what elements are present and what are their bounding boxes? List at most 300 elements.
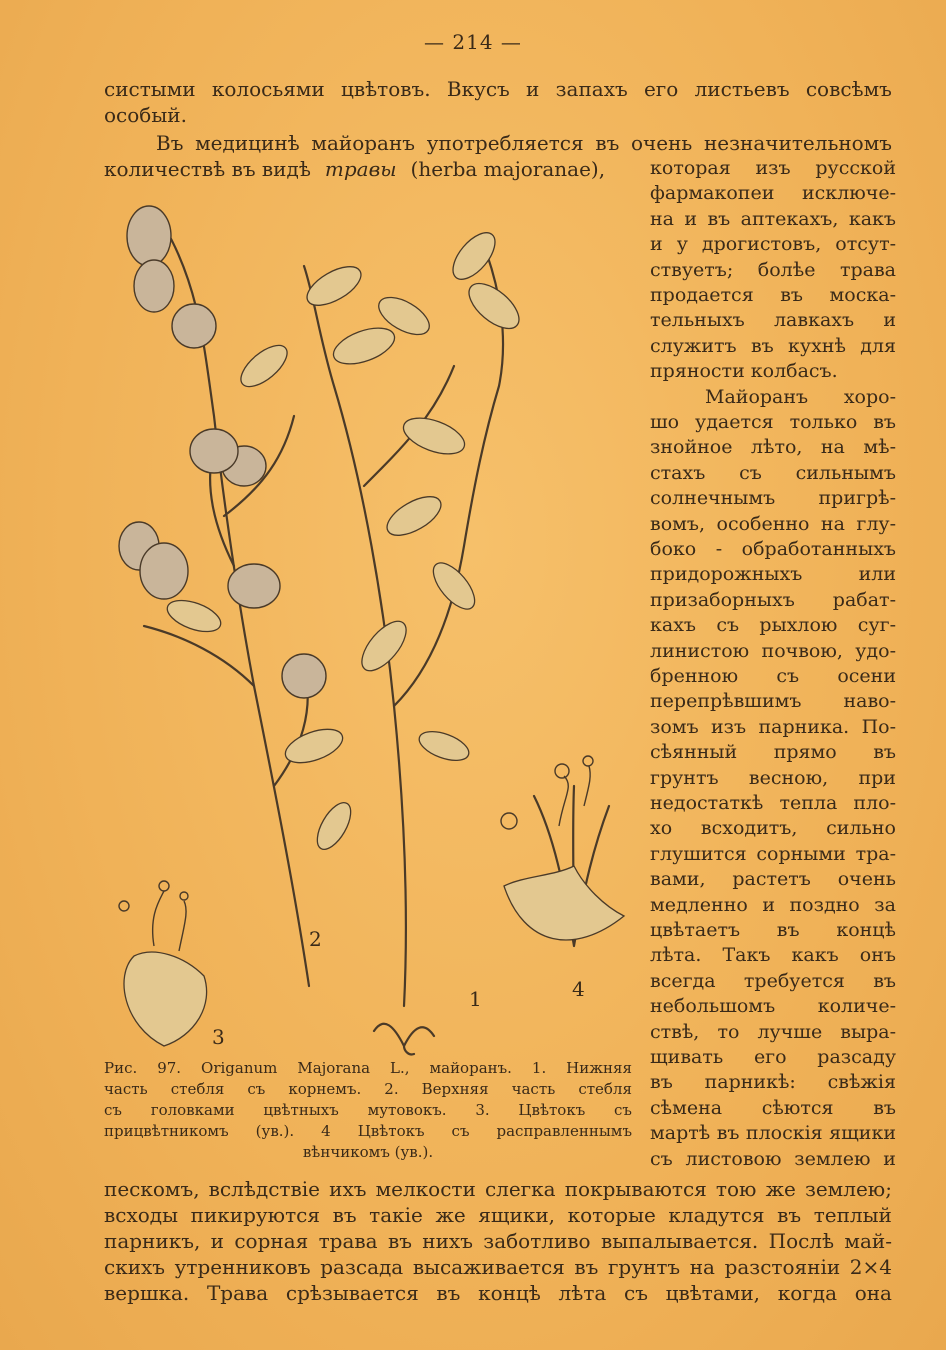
word: и <box>650 233 663 256</box>
column-line: пряности колбасъ. <box>650 360 838 383</box>
word: сѣмена <box>650 1096 723 1119</box>
word: выпалывается. <box>600 1229 759 1253</box>
column-line <box>650 1096 896 1121</box>
word: 4 <box>321 1122 331 1140</box>
word: и <box>883 1147 896 1170</box>
column-line <box>650 156 896 181</box>
word: изъ <box>755 157 791 179</box>
figure-label-4: 4 <box>572 977 585 1001</box>
page-number: — 214 — <box>424 30 522 54</box>
column-line <box>650 893 896 918</box>
figure-label-3: 3 <box>212 1025 225 1049</box>
word: землею <box>794 1147 871 1170</box>
word: лѣта <box>558 1281 607 1305</box>
figure-label-1: 1 <box>469 987 482 1011</box>
word: хоро- <box>843 385 896 408</box>
word: мутовокъ. <box>367 1101 447 1119</box>
leaf <box>461 275 526 337</box>
word: стахъ <box>650 461 706 484</box>
word: Послѣ <box>768 1229 835 1253</box>
column-line <box>650 715 896 740</box>
word: и <box>210 1229 224 1253</box>
word: пригрѣ- <box>818 487 896 510</box>
word: пескомъ, <box>104 1177 200 1201</box>
word: запахъ <box>555 77 628 101</box>
word: 97. <box>157 1059 182 1077</box>
word: прицвѣтникомъ <box>104 1122 229 1140</box>
word: она <box>854 1281 892 1305</box>
word: въ <box>873 741 896 764</box>
word: въ <box>595 131 620 155</box>
caption-line <box>104 1058 632 1079</box>
flower-4 <box>504 866 624 940</box>
word: слегка <box>484 1177 556 1201</box>
word: расправленнымъ <box>496 1122 632 1140</box>
word: его <box>643 77 679 101</box>
word: на <box>650 207 674 230</box>
column-line <box>650 1045 896 1070</box>
word: свѣжія <box>827 1071 896 1094</box>
word: бренною <box>650 665 739 687</box>
word: хо <box>650 817 673 840</box>
word: на <box>820 512 845 535</box>
column-line <box>650 486 896 511</box>
text-line: особый. <box>104 103 187 127</box>
column-line <box>650 994 896 1019</box>
word: служитъ <box>650 334 737 357</box>
word: очень <box>630 131 693 155</box>
column-line <box>650 740 896 765</box>
word: и <box>684 207 698 230</box>
figure-label-2: 2 <box>309 927 322 951</box>
word: поздно <box>789 893 860 916</box>
column-line <box>650 181 896 206</box>
word: вслѣдствіе <box>208 1177 320 1201</box>
column-line <box>650 842 896 867</box>
word: рыхлою <box>759 614 838 637</box>
word: 3. <box>475 1101 490 1119</box>
word: растетъ <box>732 868 811 891</box>
word: утренниковъ <box>174 1255 311 1279</box>
word: мѣ- <box>863 436 896 459</box>
column-line <box>650 816 896 841</box>
italic-term: травы <box>324 157 397 181</box>
word: продается <box>650 284 754 306</box>
word: вершка. <box>104 1281 190 1305</box>
word: и <box>762 893 775 916</box>
word: наво- <box>843 690 896 713</box>
word: парника. <box>758 715 850 738</box>
column-line <box>650 512 896 537</box>
word: то <box>717 1020 740 1043</box>
word: мартѣ <box>650 1122 711 1145</box>
word: пло- <box>853 792 896 814</box>
word: же <box>435 1203 466 1227</box>
word: суг- <box>857 614 896 637</box>
column-line <box>650 588 896 613</box>
text-line <box>104 156 634 182</box>
flower-head <box>172 304 216 348</box>
plant-drawing <box>104 186 644 1056</box>
word: удается <box>695 411 774 433</box>
word: сѣянный <box>650 741 738 764</box>
word: парникѣ: <box>704 1071 796 1094</box>
word: лѣта. <box>650 944 702 967</box>
word: количе- <box>817 995 896 1018</box>
word: и <box>526 77 540 101</box>
leaf <box>281 723 347 770</box>
word: L., <box>390 1059 410 1077</box>
word: вомъ, <box>650 512 706 535</box>
leaf <box>234 338 294 394</box>
word: лавкахъ <box>773 309 855 332</box>
flower-head <box>134 260 174 312</box>
word: вами, <box>650 868 706 891</box>
word: Верхняя <box>421 1080 489 1098</box>
word: придорожныхъ <box>650 563 803 586</box>
word: разстояніи <box>724 1255 841 1279</box>
word: съ <box>739 461 762 484</box>
word: покрываются <box>564 1177 707 1201</box>
word: обработанныхъ <box>741 538 896 560</box>
column-line <box>650 283 896 308</box>
word: цвѣтныхъ <box>263 1101 339 1119</box>
word: пикируются <box>190 1203 320 1227</box>
column-line <box>650 689 896 714</box>
word: (ув.). <box>255 1122 295 1140</box>
word: концѣ <box>836 919 896 941</box>
word: перепрѣвшимъ <box>650 690 802 713</box>
word: въ <box>873 1096 896 1119</box>
column-line <box>650 1070 896 1095</box>
flower-head <box>127 206 171 266</box>
word: ящики, <box>478 1203 556 1227</box>
column-line <box>650 308 896 333</box>
word: какъ <box>791 944 839 967</box>
caption-line <box>104 1121 632 1142</box>
text-line <box>104 1254 892 1280</box>
word: Вкусъ <box>446 77 510 101</box>
word: рабат- <box>832 588 896 611</box>
word: незначительномъ <box>703 131 892 155</box>
word: русской <box>815 157 896 179</box>
word: отсут- <box>835 233 896 256</box>
word: съ <box>776 665 800 687</box>
word: цвѣтовъ. <box>341 77 431 101</box>
word: же <box>765 1177 796 1201</box>
word: цвѣтаетъ <box>650 919 741 941</box>
caption-line <box>104 1079 632 1100</box>
word: зомъ <box>650 715 699 738</box>
word: часть <box>511 1080 556 1098</box>
word: съ <box>624 1281 648 1305</box>
word: скихъ <box>104 1255 166 1279</box>
word: майоранъ. <box>429 1059 512 1077</box>
word: Majorana <box>297 1059 371 1077</box>
text-line <box>104 1280 892 1306</box>
leaf <box>381 489 447 543</box>
word: головками <box>150 1101 235 1119</box>
word: ствѣ, <box>650 1020 700 1043</box>
word: недостаткѣ <box>650 792 764 814</box>
word: удо- <box>855 639 896 662</box>
word: знойное <box>650 436 733 459</box>
word: кахъ <box>650 614 697 637</box>
word: только <box>789 411 858 433</box>
botanical-illustration <box>104 186 644 1056</box>
word: въ <box>873 969 896 992</box>
word: изъ <box>711 715 747 738</box>
text-line <box>104 1202 892 1228</box>
word: болѣе <box>757 258 816 281</box>
word: корнемъ. <box>288 1080 362 1098</box>
column-line <box>650 410 896 435</box>
text-line <box>104 1228 892 1254</box>
word: дрогистовъ, <box>701 233 822 256</box>
word: совсѣмъ <box>805 77 892 101</box>
word: въ <box>650 1071 673 1094</box>
leaf <box>415 726 472 766</box>
text-line <box>104 1176 892 1202</box>
word: призаборныхъ <box>650 588 795 611</box>
word: систыми <box>104 77 196 101</box>
word: ящики <box>829 1122 896 1145</box>
latin-term: (herba majoranae), <box>410 157 606 181</box>
column-line <box>650 639 896 664</box>
word: глушится <box>650 842 747 865</box>
column-line <box>650 1121 896 1146</box>
word: Такъ <box>722 944 771 967</box>
flower-head <box>282 654 326 698</box>
word: Цвѣтокъ <box>518 1101 586 1119</box>
column-line <box>650 613 896 638</box>
column-line <box>650 791 896 816</box>
column-line <box>650 943 896 968</box>
word: сильнымъ <box>795 461 896 484</box>
flower-head <box>190 429 238 473</box>
word: стебля <box>578 1080 632 1098</box>
word: землею; <box>804 1177 892 1201</box>
word: 2×4 <box>849 1255 892 1279</box>
leaf <box>311 797 358 854</box>
word: всходитъ, <box>700 817 798 840</box>
word: въ <box>777 1203 802 1227</box>
word: или <box>858 563 896 586</box>
leaf <box>426 556 482 616</box>
word: медленно <box>650 893 748 916</box>
word: которые <box>567 1203 656 1227</box>
word: небольшомъ <box>650 995 776 1018</box>
word: тою <box>715 1177 757 1201</box>
flower-3 <box>124 952 207 1046</box>
leaf <box>301 259 367 313</box>
word: сѣются <box>761 1096 834 1119</box>
word: майоранъ <box>311 131 416 155</box>
word: Нижняя <box>566 1059 632 1077</box>
word: требуется <box>743 969 845 992</box>
column-line <box>650 207 896 232</box>
word: глу- <box>856 512 896 535</box>
word: разсаду <box>817 1046 896 1068</box>
word: выра- <box>840 1020 896 1043</box>
leaf <box>399 411 469 461</box>
word: въ <box>387 1229 412 1253</box>
word: за <box>874 893 896 916</box>
word: высаживается <box>412 1255 565 1279</box>
word: употребляется <box>426 131 584 155</box>
word: нихъ <box>422 1229 473 1253</box>
word: сильно <box>826 817 896 840</box>
word: и <box>883 309 896 332</box>
word: Origanum <box>201 1059 278 1077</box>
column-line <box>650 562 896 587</box>
word: плоскія <box>745 1122 823 1145</box>
word: особенно <box>716 512 810 535</box>
word: аптекахъ, <box>740 207 839 230</box>
word: въ <box>776 919 800 941</box>
word: лучше <box>757 1020 823 1043</box>
word: всегда <box>650 969 716 992</box>
word: срѣзывается <box>285 1281 419 1305</box>
word: сорная <box>234 1229 309 1253</box>
word: фармакопеи <box>650 182 775 205</box>
word: цвѣтами, <box>665 1281 761 1305</box>
column-line <box>650 918 896 943</box>
word: прямо <box>773 741 837 764</box>
word: онъ <box>859 944 896 967</box>
word: парникъ, <box>104 1229 201 1253</box>
word: при <box>858 766 896 789</box>
word: Трава <box>206 1281 269 1305</box>
word: трава <box>318 1229 378 1253</box>
word: исключе- <box>801 182 896 205</box>
word: всходы <box>104 1203 179 1227</box>
word: въ <box>716 1122 740 1145</box>
word: тра- <box>855 842 896 865</box>
word: теплый <box>813 1203 892 1227</box>
word: 2. <box>384 1080 399 1098</box>
word: съ <box>614 1101 632 1119</box>
word: на <box>820 436 845 459</box>
leaf <box>329 321 399 371</box>
word: съ <box>716 614 740 637</box>
word: 1. <box>531 1059 547 1077</box>
word: очень <box>837 868 896 891</box>
word: съ <box>104 1101 122 1119</box>
word: осени <box>837 665 896 687</box>
column-line <box>650 435 896 460</box>
word: заботливо <box>483 1229 591 1253</box>
column-line <box>650 664 896 689</box>
word: Рис. <box>104 1059 138 1077</box>
word: моска- <box>829 284 896 306</box>
word: шо <box>650 411 680 433</box>
word: такіе <box>369 1203 423 1227</box>
word: весною, <box>748 766 829 789</box>
column-line <box>650 461 896 486</box>
word: съ <box>247 1080 266 1098</box>
column-line <box>650 969 896 994</box>
column-line <box>650 766 896 791</box>
word: мелкости <box>375 1177 476 1201</box>
word: почвою, <box>761 639 843 662</box>
word: тельныхъ <box>650 309 745 332</box>
word: ствуетъ; <box>650 258 734 281</box>
word: разсада <box>320 1255 404 1279</box>
word: грунтъ <box>650 766 719 789</box>
word: которая <box>650 157 731 179</box>
word: его <box>753 1046 787 1068</box>
figure-caption <box>104 1058 632 1163</box>
caption-line: вѣнчикомъ (ув.). <box>302 1143 434 1161</box>
column-line <box>705 385 896 410</box>
word: грунтъ <box>607 1255 681 1279</box>
column-line <box>650 1147 896 1172</box>
flower-head <box>228 564 280 608</box>
word: боко <box>650 538 697 560</box>
word: съ <box>650 1147 673 1170</box>
column-line <box>650 258 896 283</box>
word: въ <box>332 1203 357 1227</box>
word: кухнѣ <box>788 334 846 357</box>
word: сорными <box>756 842 846 865</box>
word: для <box>860 334 896 357</box>
word: листовою <box>685 1147 782 1170</box>
word: въ <box>707 207 731 230</box>
word: медицинѣ <box>195 131 300 155</box>
word: ихъ <box>329 1177 367 1201</box>
word: въ <box>873 411 896 433</box>
word: линистою <box>650 639 750 662</box>
word: стебля <box>170 1080 225 1098</box>
word: солнечнымъ <box>650 487 776 510</box>
text-line <box>104 76 892 102</box>
word: тепла <box>779 792 838 814</box>
word: - <box>715 538 723 560</box>
word: листьевъ <box>694 77 790 101</box>
word: Въ <box>156 131 184 155</box>
caption-line <box>104 1100 632 1121</box>
word: въ <box>574 1255 599 1279</box>
column-line <box>650 232 896 257</box>
word: у <box>676 233 688 256</box>
word: концѣ <box>478 1281 541 1305</box>
word: колосьями <box>211 77 325 101</box>
text-fragment: количествѣ въ видѣ <box>104 157 311 181</box>
word: въ <box>780 284 803 306</box>
word: трава <box>839 258 896 281</box>
word: щивать <box>650 1046 724 1068</box>
word: на <box>689 1255 715 1279</box>
word: кладутся <box>668 1203 765 1227</box>
word: какъ <box>848 207 896 230</box>
word: Цвѣтокъ <box>357 1122 425 1140</box>
column-line <box>650 867 896 892</box>
word: въ <box>750 334 774 357</box>
word: май- <box>844 1229 892 1253</box>
word: По- <box>861 715 896 738</box>
column-line <box>650 1020 896 1045</box>
column-line <box>650 537 896 562</box>
word: когда <box>777 1281 837 1305</box>
word: въ <box>436 1281 461 1305</box>
leaf <box>163 594 225 638</box>
word: часть <box>104 1080 148 1098</box>
word: Майоранъ <box>705 385 809 408</box>
word: лѣто, <box>750 436 803 459</box>
text-line <box>156 130 892 156</box>
root <box>374 1024 434 1055</box>
